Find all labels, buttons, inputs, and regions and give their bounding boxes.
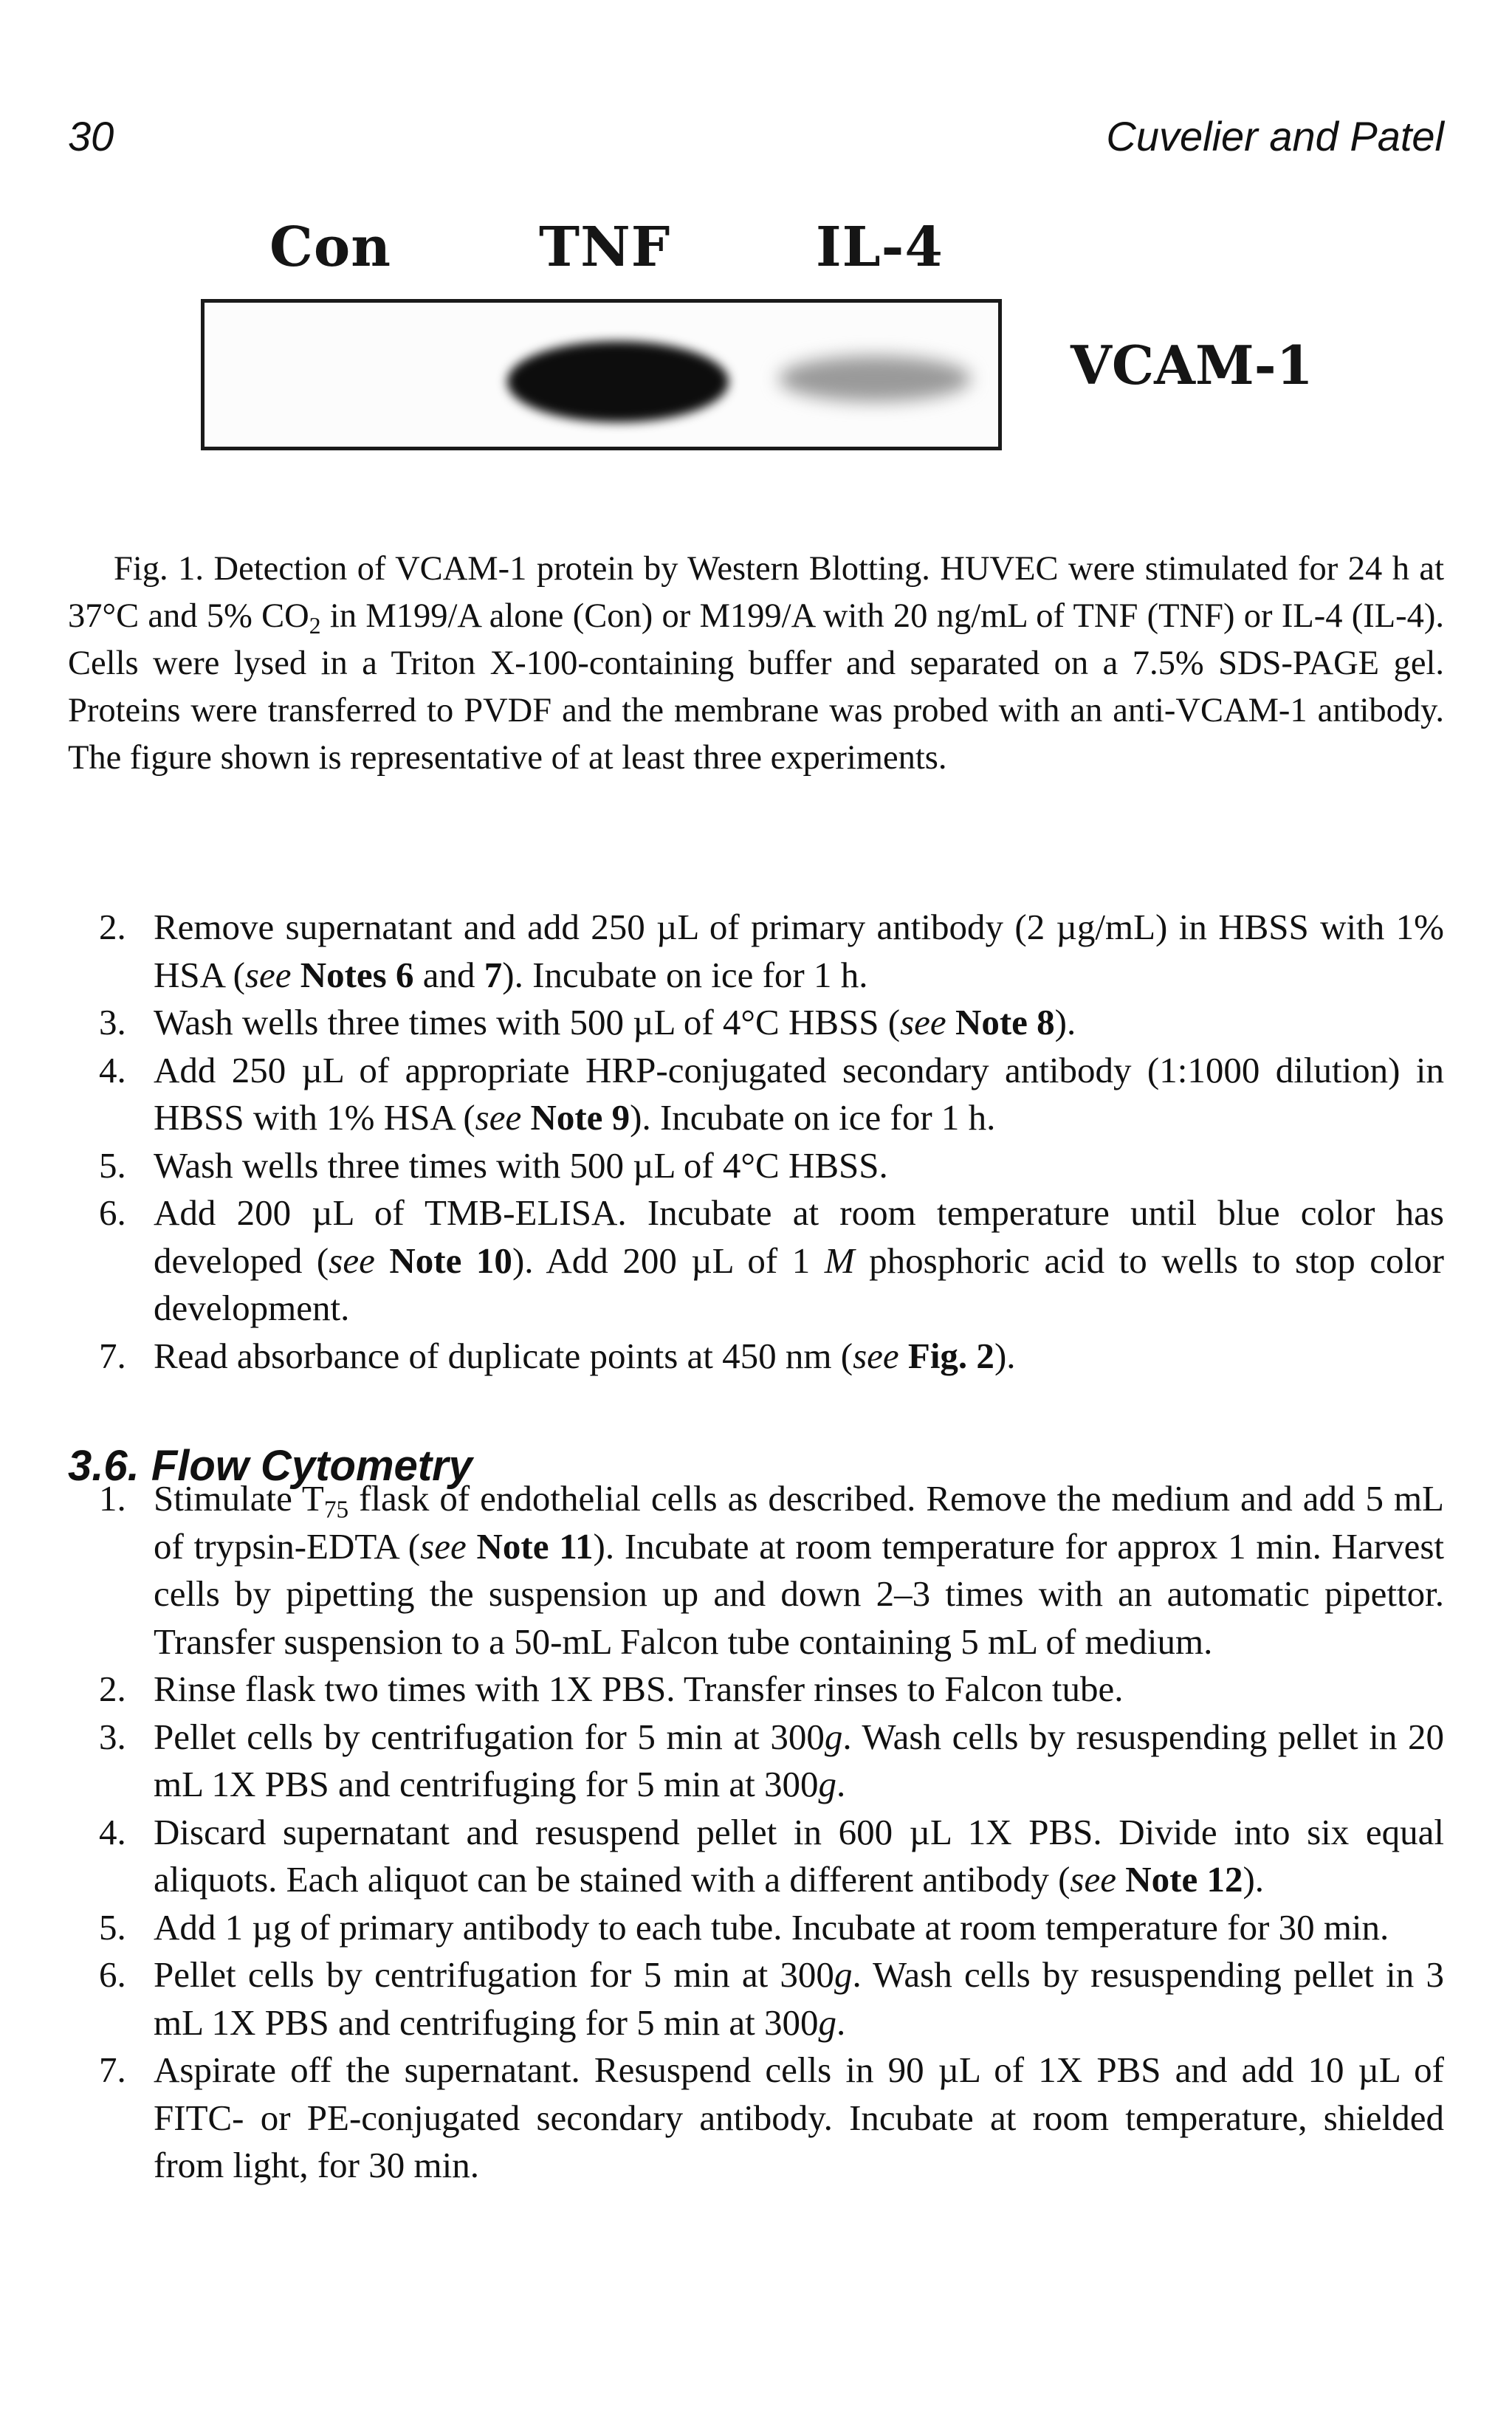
blot-membrane (201, 299, 1002, 450)
list-item: 5. Wash wells three times with 500 µL of 4°C HBSS. (99, 1144, 888, 1186)
flow-cytometry-steps-list (68, 1475, 1444, 2190)
list-item: 4. Discard supernatant and resuspend pellet in 600 µL 1X PBS. Divide into six equal aliquots. Each aliquot can be stained with a different antibody (see Note 12). (99, 1811, 1444, 1900)
list-item: 5. Add 1 µg of primary antibody to each tube. Incubate at room temperature for 30 min. (99, 1906, 1389, 1948)
list-item: 2. Remove supernatant and add 250 µL of primary antibody (2 µg/mL) in HBSS with 1% HSA (see Notes 6 and 7). Incubate on ice for 1 h. (99, 907, 1444, 995)
protein-label: VCAM-1 (1071, 334, 1313, 396)
western-blot-figure (0, 214, 1512, 473)
list-item: 6. Pellet cells by centrifugation for 5 min at 300g. Wash cells by resuspending pellet in 3 mL 1X PBS and centrifuging for 5 min at 300g. (99, 1954, 1444, 2043)
running-head (68, 107, 1444, 166)
figure-caption: Fig. 1. Detection of VCAM-1 protein by Western Blotting. HUVEC were stimulated for 24 h at 37°C and 5% $CO_2$ in M199/A alone (Con) or M199/A with 20 ng/mL of TNF (TNF) or IL-4 (IL-4). Cells were lysed in a Triton X-100-containing buffer and separated on a 7.5% SDS-PAGE gel. Proteins were transferred to PVDF and the membrane was probed with an anti-VCAM-1 antibody. The figure shown is representative of at least three experiments. (68, 549, 1444, 777)
running-head-authors: Cuvelier and Patel (1106, 113, 1444, 159)
list-item: 7. Read absorbance of duplicate points at 450 nm (see Fig. 2). (99, 1335, 1016, 1376)
list-item: 6. Add 200 µL of TMB-ELISA. Incubate at room temperature until blue color has developed (see Note 10). Add 200 µL of 1 M phosphoric acid to wells to stop color development. (99, 1192, 1444, 1328)
lane-label-con: Con (269, 216, 392, 279)
band-tnf (507, 341, 729, 422)
lane-label-tnf: TNF (539, 216, 671, 279)
list-item: 7. Aspirate off the supernatant. Resuspend cells in 90 µL of 1X PBS and add 10 µL of FITC- or PE-conjugated secondary antibody. Incubate at room temperature, shielded from light, for 30 min. (99, 2049, 1444, 2185)
band-il4 (779, 356, 971, 402)
list-item: 4. Add 250 µL of appropriate HRP-conjugated secondary antibody (1:1000 dilution) in HBSS with 1% HSA (see Note 9). Incubate on ice for 1 h. (99, 1049, 1444, 1138)
list-item: 3. Wash wells three times with 500 µL of 4°C HBSS (see Note 8). (99, 1002, 1076, 1042)
list-item: 2. Rinse flask two times with 1X PBS. Transfer rinses to Falcon tube. (99, 1669, 1124, 1709)
lane-label-il4: IL-4 (816, 216, 944, 279)
page-number: 30 (68, 113, 114, 159)
list-item: 3. Pellet cells by centrifugation for 5 min at 300g. Wash cells by resuspending pellet in 20 mL 1X PBS and centrifuging for 5 min at 300g. (99, 1716, 1444, 1804)
section-heading: 3.6. Flow Cytometry (68, 1442, 472, 1491)
list-item: 1. Stimulate $T_{75}$ flask of endothelial cells as described. Remove the medium and add 5 mL of trypsin-EDTA (see Note 11). Incubate at room temperature for approx 1 min. Harvest cells by pipetting the suspension up and down 2–3 times with an automatic pipettor. Transfer suspension to a 50-mL Falcon tube containing 5 mL of medium. (99, 1478, 1445, 1662)
elisa-steps-list (68, 904, 1444, 1380)
